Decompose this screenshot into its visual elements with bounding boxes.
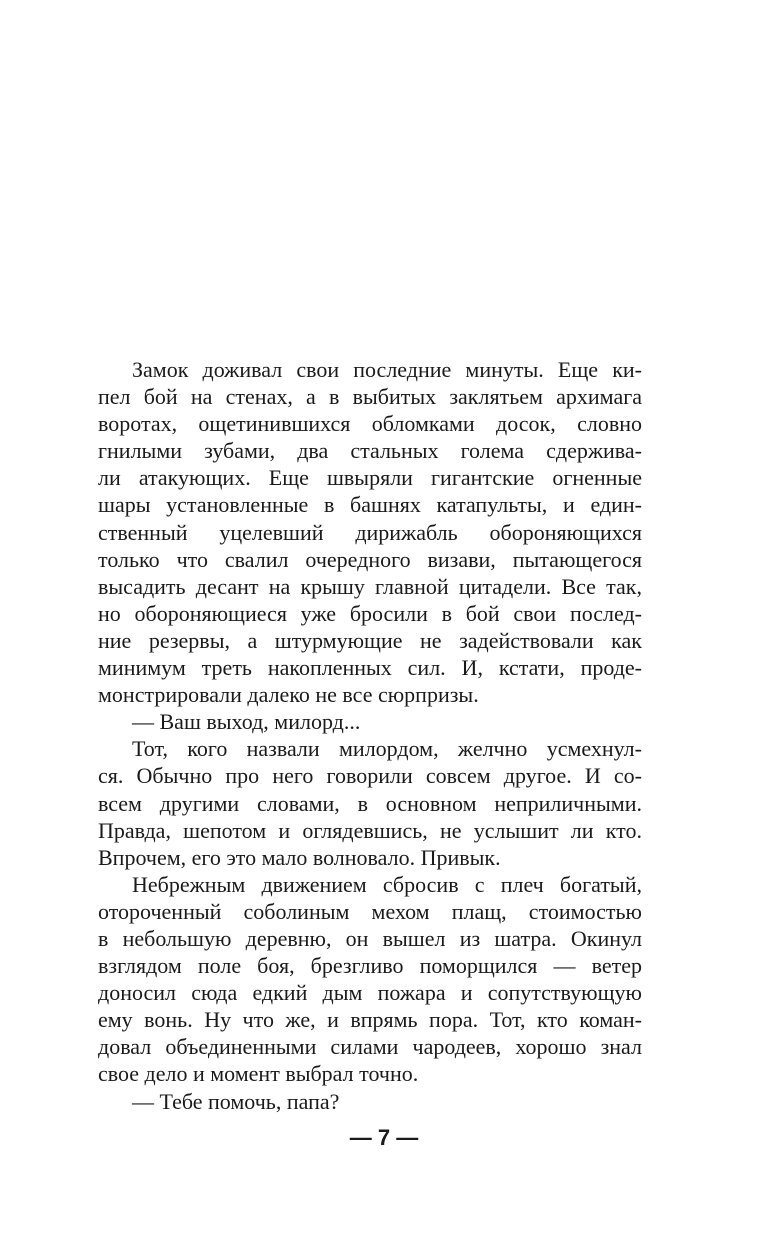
dialogue-line: — Тебе помочь, папа?: [132, 1088, 340, 1114]
text-line: ственный уцелевший дирижабль обороняющихся: [98, 519, 642, 545]
text-line: минимум треть накопленных сил. И, кстати, проде-: [98, 655, 642, 681]
text-line: воротах, ощетинившихся обломками досок, словно: [98, 411, 642, 437]
text-line: Впрочем, его это мало волновало. Привык.: [98, 844, 501, 870]
body-text: [98, 356, 642, 1115]
text-line: ли атакующих. Еще швыряли гигантские огненные: [98, 465, 642, 491]
text-line: ся. Обычно про него говорили совсем другое. И со-: [98, 763, 642, 789]
text-line: только что свалил очередного визави, пытающегося: [98, 546, 642, 572]
text-line: ему вонь. Ну что же, и впрямь пора. Тот, кто коман-: [98, 1007, 642, 1033]
page-number: — 7 —: [349, 1125, 419, 1150]
text-line: взглядом поле боя, брезгливо поморщился — ветер: [98, 953, 642, 979]
dialogue-line: — Ваш выход, милорд...: [132, 709, 361, 735]
text-line: отороченный соболиным мехом плащ, стоимостью: [98, 898, 642, 924]
text-line: всем другими словами, в основном неприличными.: [98, 790, 642, 816]
text-line: высадить десант на крышу главной цитадели. Все так,: [98, 573, 642, 599]
text-line: но обороняющиеся уже бросили в бой свои послед-: [98, 600, 642, 626]
text-line: Замок доживал свои последние минуты. Еще ки-: [132, 357, 642, 382]
text-line: свое дело и момент выбрал точно.: [98, 1061, 419, 1087]
text-line: доносил сюда едкий дым пожара и сопутствующую: [98, 980, 642, 1006]
text-line: Тот, кого назвали милордом, желчно усмехнул-: [132, 736, 642, 762]
text-line: шары установленные в башнях катапульты, и един-: [98, 492, 642, 518]
text-line: ние резервы, а штурмующие не задействовали как: [98, 627, 642, 653]
text-line: гнилыми зубами, два стальных голема сдержива-: [98, 438, 642, 464]
text-line: Небрежным движением сбросив с плеч богатый,: [132, 871, 642, 897]
text-line: монстрировали далеко не все сюрпризы.: [98, 682, 479, 708]
text-line: Правда, шепотом и оглядевшись, не услышит ли кто.: [98, 817, 642, 843]
text-line: довал объединенными силами чародеев, хорошо знал: [98, 1034, 642, 1060]
text-line: пел бой на стенах, а в выбитых заклятьем архимага: [98, 384, 642, 410]
text-line: в небольшую деревню, он вышел из шатра. Окинул: [98, 925, 642, 951]
